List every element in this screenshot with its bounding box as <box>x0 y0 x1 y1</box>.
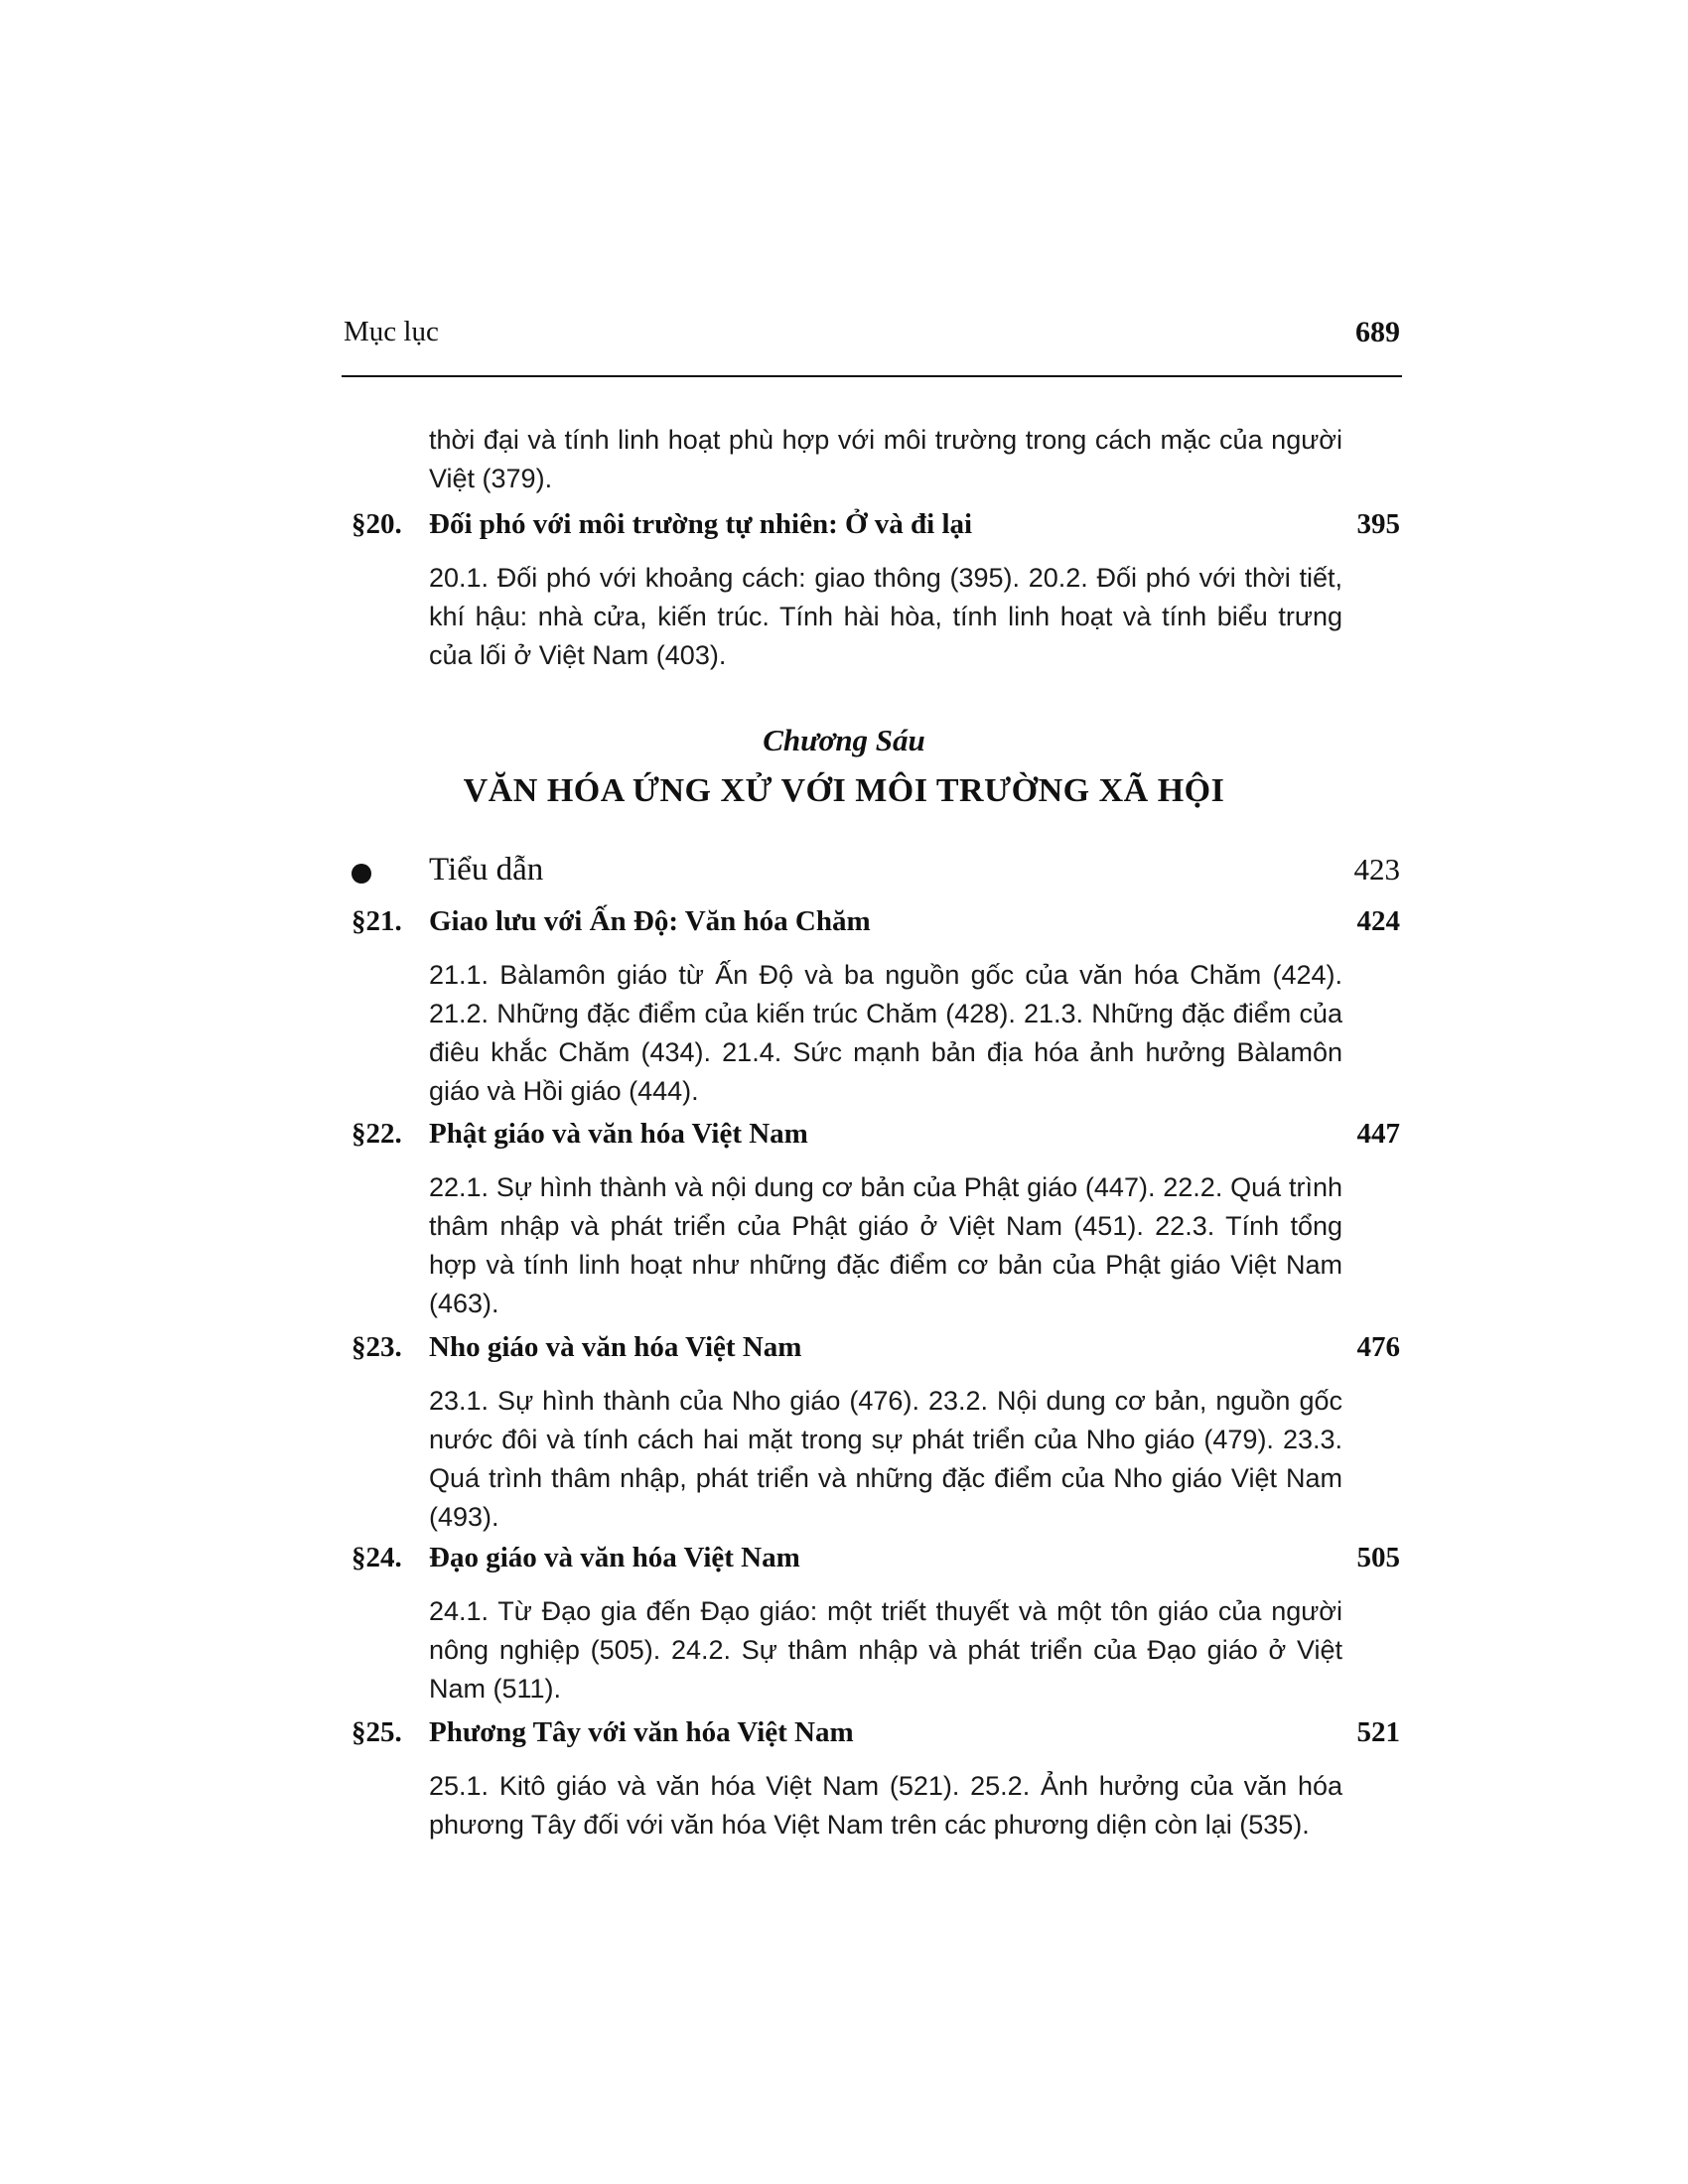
entry-number: §21. <box>352 905 402 937</box>
running-header <box>344 316 1400 375</box>
chapter-title: VĂN HÓA ỨNG XỬ VỚI MÔI TRƯỜNG XÃ HỘI <box>463 772 1225 809</box>
toc-entry-20 <box>344 508 1400 548</box>
toc-entry-24 <box>344 1542 1400 1581</box>
entry-page: 505 <box>1356 1542 1400 1573</box>
entry-title: Đối phó với môi trường tự nhiên: Ở và đi lại <box>429 508 973 540</box>
chapter-label: Chương Sáu <box>763 723 925 757</box>
header-title: Mục lục <box>344 316 439 347</box>
entry-title: Giao lưu với Ấn Độ: Văn hóa Chăm <box>429 905 871 937</box>
entry-page: 521 <box>1356 1716 1400 1748</box>
toc-entry-22 <box>344 1118 1400 1158</box>
entry-20-description: 20.1. Đối phó với khoảng cách: giao thông (395). 20.2. Đối phó với thời tiết, khí hậu: nhà cửa, kiến trúc. Tính hài hòa, tính linh hoạt và tính biểu trưng của lối ở Việt Nam (403). <box>429 563 1342 670</box>
entry-number: §22. <box>352 1118 402 1150</box>
entry-page: 423 <box>1353 852 1400 887</box>
entry-page: 447 <box>1356 1118 1400 1150</box>
entry-title: Đạo giáo và văn hóa Việt Nam <box>429 1542 800 1573</box>
entry-title: Phương Tây với văn hóa Việt Nam <box>429 1716 854 1748</box>
toc-entry-23 <box>344 1331 1400 1371</box>
continued-paragraph: thời đại và tính linh hoạt phù hợp với môi trường trong cách mặc của người Việt (379). <box>429 425 1342 493</box>
entry-page: 424 <box>1356 905 1400 937</box>
entry-25-description: 25.1. Kitô giáo và văn hóa Việt Nam (521). 25.2. Ảnh hưởng của văn hóa phương Tây đối với văn hóa Việt Nam trên các phương diện còn lại (535). <box>429 1771 1342 1840</box>
entry-22-description: 22.1. Sự hình thành và nội dung cơ bản của Phật giáo (447). 22.2. Quá trình thâm nhập và phát triển của Phật giáo ở Việt Nam (451). 22.3. Tính tổng hợp và tính linh hoạt như những đặc điểm cơ bản của Phật giáo Việt Nam (463). <box>429 1172 1342 1318</box>
entry-23-description: 23.1. Sự hình thành của Nho giáo (476). 23.2. Nội dung cơ bản, nguồn gốc nước đôi và tính cách hai mặt trong sự phát triển của Nho giáo (479). 23.3. Quá trình thâm nhập, phát triển và những đặc điểm của Nho giáo Việt Nam (493). <box>429 1386 1342 1532</box>
entry-number: §20. <box>352 508 402 540</box>
entry-page: 395 <box>1356 508 1400 540</box>
bullet-icon <box>352 864 371 884</box>
header-rule <box>342 375 1402 377</box>
toc-entry-intro <box>344 852 1400 895</box>
entry-number: §25. <box>352 1716 402 1748</box>
toc-entry-21 <box>344 905 1400 945</box>
entry-title: Tiểu dẫn <box>429 852 544 887</box>
header-page-number: 689 <box>1355 316 1400 348</box>
entry-number: §23. <box>352 1331 402 1363</box>
entry-title: Phật giáo và văn hóa Việt Nam <box>429 1118 808 1150</box>
toc-entry-25 <box>344 1716 1400 1756</box>
entry-21-description: 21.1. Bàlamôn giáo từ Ấn Độ và ba nguồn gốc của văn hóa Chăm (424). 21.2. Những đặc điểm của kiến trúc Chăm (428). 21.3. Những đặc điểm của điêu khắc Chăm (434). 21.4. Sức mạnh bản địa hóa ảnh hưởng Bàlamôn giáo và Hồi giáo (444). <box>429 960 1342 1106</box>
entry-title: Nho giáo và văn hóa Việt Nam <box>429 1331 802 1363</box>
entry-page: 476 <box>1356 1331 1400 1363</box>
entry-24-description: 24.1. Từ Đạo gia đến Đạo giáo: một triết thuyết và một tôn giáo của người nông nghiệp (505). 24.2. Sự thâm nhập và phát triển của Đạo giáo ở Việt Nam (511). <box>429 1596 1342 1704</box>
entry-number: §24. <box>352 1542 402 1573</box>
